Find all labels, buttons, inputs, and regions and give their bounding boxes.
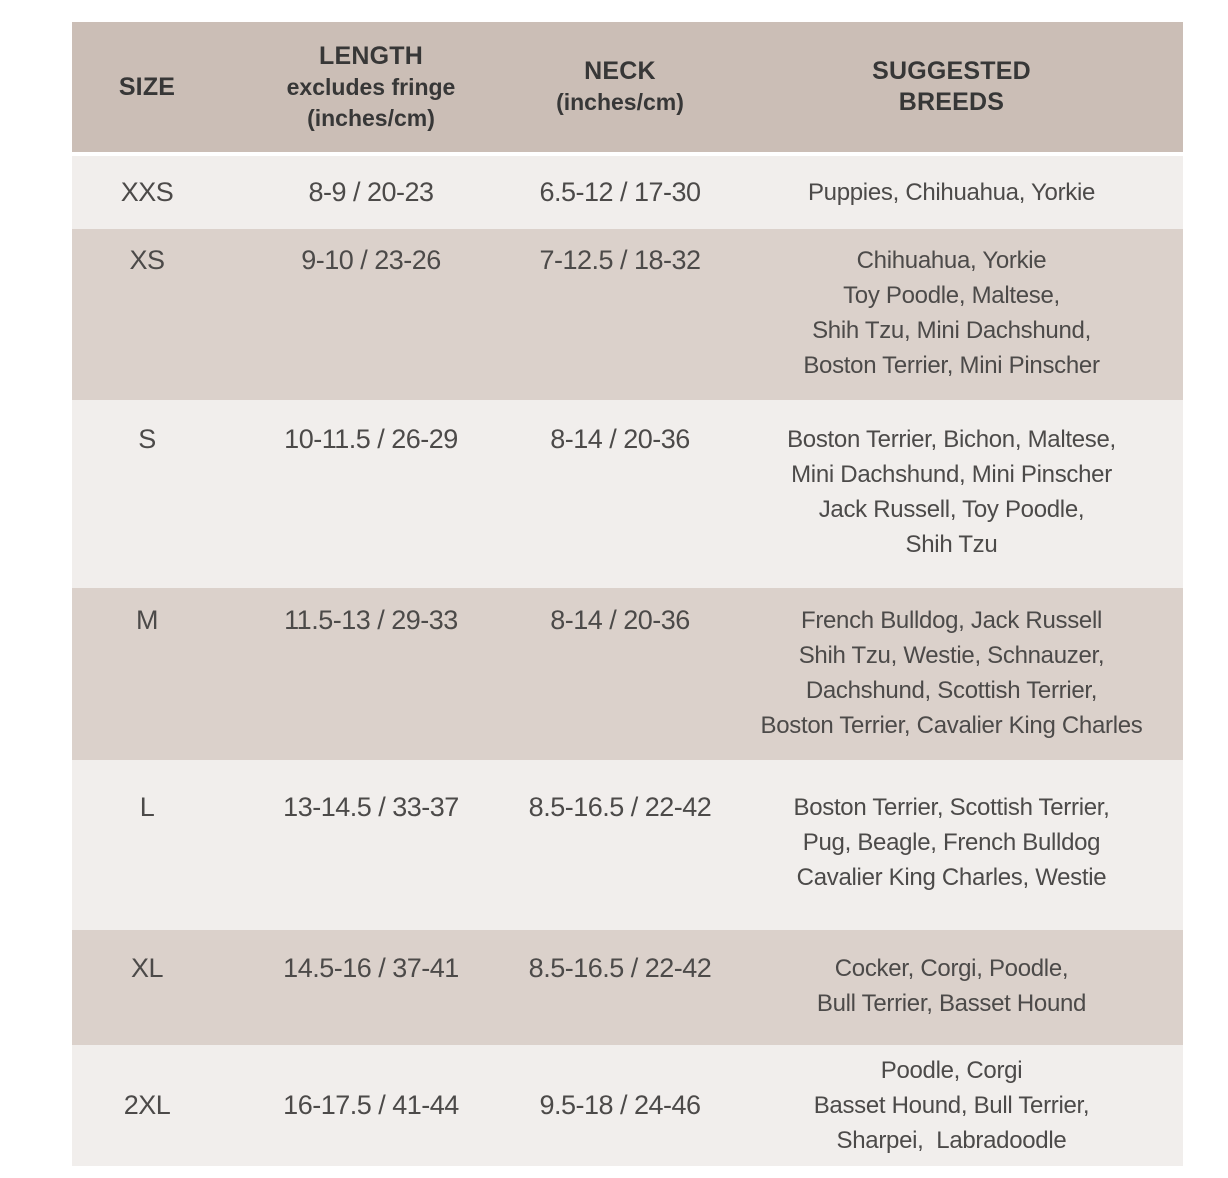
breeds-line: Shih Tzu xyxy=(905,531,998,558)
cell-size: XL xyxy=(130,953,164,983)
breeds-line: Bull Terrier, Basset Hound xyxy=(816,990,1087,1017)
cell-size: M xyxy=(136,605,158,635)
cell-length: 14.5-16 / 37-41 xyxy=(283,953,459,983)
cell-breeds xyxy=(720,243,1183,383)
breeds-line: Boston Terrier, Bichon, Maltese, xyxy=(787,426,1116,453)
cell-neck: 8-14 / 20-36 xyxy=(550,424,690,454)
table-row-l xyxy=(72,760,1183,930)
header-neck-units: (inches/cm) xyxy=(556,89,684,115)
breeds-line: Shih Tzu, Westie, Schnauzer, xyxy=(798,642,1105,669)
table-row-xxs xyxy=(72,156,1183,229)
breeds-line: Pug, Beagle, French Bulldog xyxy=(802,829,1101,856)
header-length-units: (inches/cm) xyxy=(307,104,435,131)
size-chart-table xyxy=(72,22,1183,1166)
cell-length: 11.5-13 / 29-33 xyxy=(284,605,458,635)
cell-neck: 8.5-16.5 / 22-42 xyxy=(528,792,712,822)
header-size-label: SIZE xyxy=(118,72,176,101)
cell-length: 13-14.5 / 33-37 xyxy=(283,792,459,822)
table-row-m xyxy=(72,588,1183,760)
header-cell-breeds xyxy=(720,56,1183,118)
table-header-row xyxy=(72,22,1183,152)
cell-breeds xyxy=(720,175,1183,210)
header-neck-label: NECK xyxy=(584,57,656,85)
header-breeds-label-2: BREEDS xyxy=(898,88,1005,116)
header-length-label: LENGTH xyxy=(319,41,423,70)
breeds-line: Boston Terrier, Scottish Terrier, xyxy=(793,794,1110,821)
cell-neck: 6.5-12 / 17-30 xyxy=(539,177,701,207)
cell-breeds xyxy=(720,951,1183,1021)
cell-size: S xyxy=(138,424,156,454)
cell-length: 16-17.5 / 41-44 xyxy=(283,1090,459,1120)
cell-breeds xyxy=(720,1053,1183,1158)
table-row-xs xyxy=(72,229,1183,400)
cell-size: L xyxy=(139,792,155,822)
cell-neck: 9.5-18 / 24-46 xyxy=(539,1090,701,1120)
breeds-line: Puppies, Chihuahua, Yorkie xyxy=(807,179,1096,206)
cell-breeds xyxy=(720,603,1183,743)
breeds-line: Boston Terrier, Mini Pinscher xyxy=(803,352,1100,379)
cell-size: 2XL xyxy=(123,1090,171,1120)
breeds-line: Dachshund, Scottish Terrier, xyxy=(805,677,1098,704)
breeds-line: Toy Poodle, Maltese, xyxy=(843,282,1060,309)
cell-length: 8-9 / 20-23 xyxy=(308,177,434,207)
table-row-2xl xyxy=(72,1045,1183,1166)
cell-neck: 8-14 / 20-36 xyxy=(550,605,690,635)
cell-neck: 7-12.5 / 18-32 xyxy=(539,245,701,275)
breeds-line: Cocker, Corgi, Poodle, xyxy=(834,955,1069,982)
breeds-line: French Bulldog, Jack Russell xyxy=(800,607,1103,634)
breeds-line: Poodle, Corgi xyxy=(880,1057,1023,1084)
cell-size: XXS xyxy=(120,177,174,207)
header-length-note: excludes fringe xyxy=(286,73,456,100)
cell-size: XS xyxy=(129,245,165,275)
header-cell-neck xyxy=(520,56,720,118)
table-row-xl xyxy=(72,930,1183,1045)
breeds-line: Boston Terrier, Cavalier King Charles xyxy=(760,712,1143,739)
table-row-s xyxy=(72,400,1183,588)
cell-breeds xyxy=(720,422,1183,562)
cell-neck: 8.5-16.5 / 22-42 xyxy=(528,953,712,983)
breeds-line: Chihuahua, Yorkie xyxy=(856,247,1047,274)
breeds-line: Basset Hound, Bull Terrier, xyxy=(813,1092,1090,1119)
breeds-line: Shih Tzu, Mini Dachshund, xyxy=(812,317,1091,344)
header-breeds-label-1: SUGGESTED xyxy=(872,57,1031,85)
breeds-line: Mini Dachshund, Mini Pinscher xyxy=(791,461,1112,488)
cell-length: 9-10 / 23-26 xyxy=(301,245,441,275)
header-cell-size xyxy=(72,72,222,103)
breeds-line: Cavalier King Charles, Westie xyxy=(796,864,1107,891)
header-cell-length xyxy=(222,41,520,134)
breeds-line: Sharpei, Labradoodle xyxy=(836,1127,1067,1154)
cell-length: 10-11.5 / 26-29 xyxy=(284,424,458,454)
cell-breeds xyxy=(720,790,1183,895)
breeds-line: Jack Russell, Toy Poodle, xyxy=(818,496,1085,523)
